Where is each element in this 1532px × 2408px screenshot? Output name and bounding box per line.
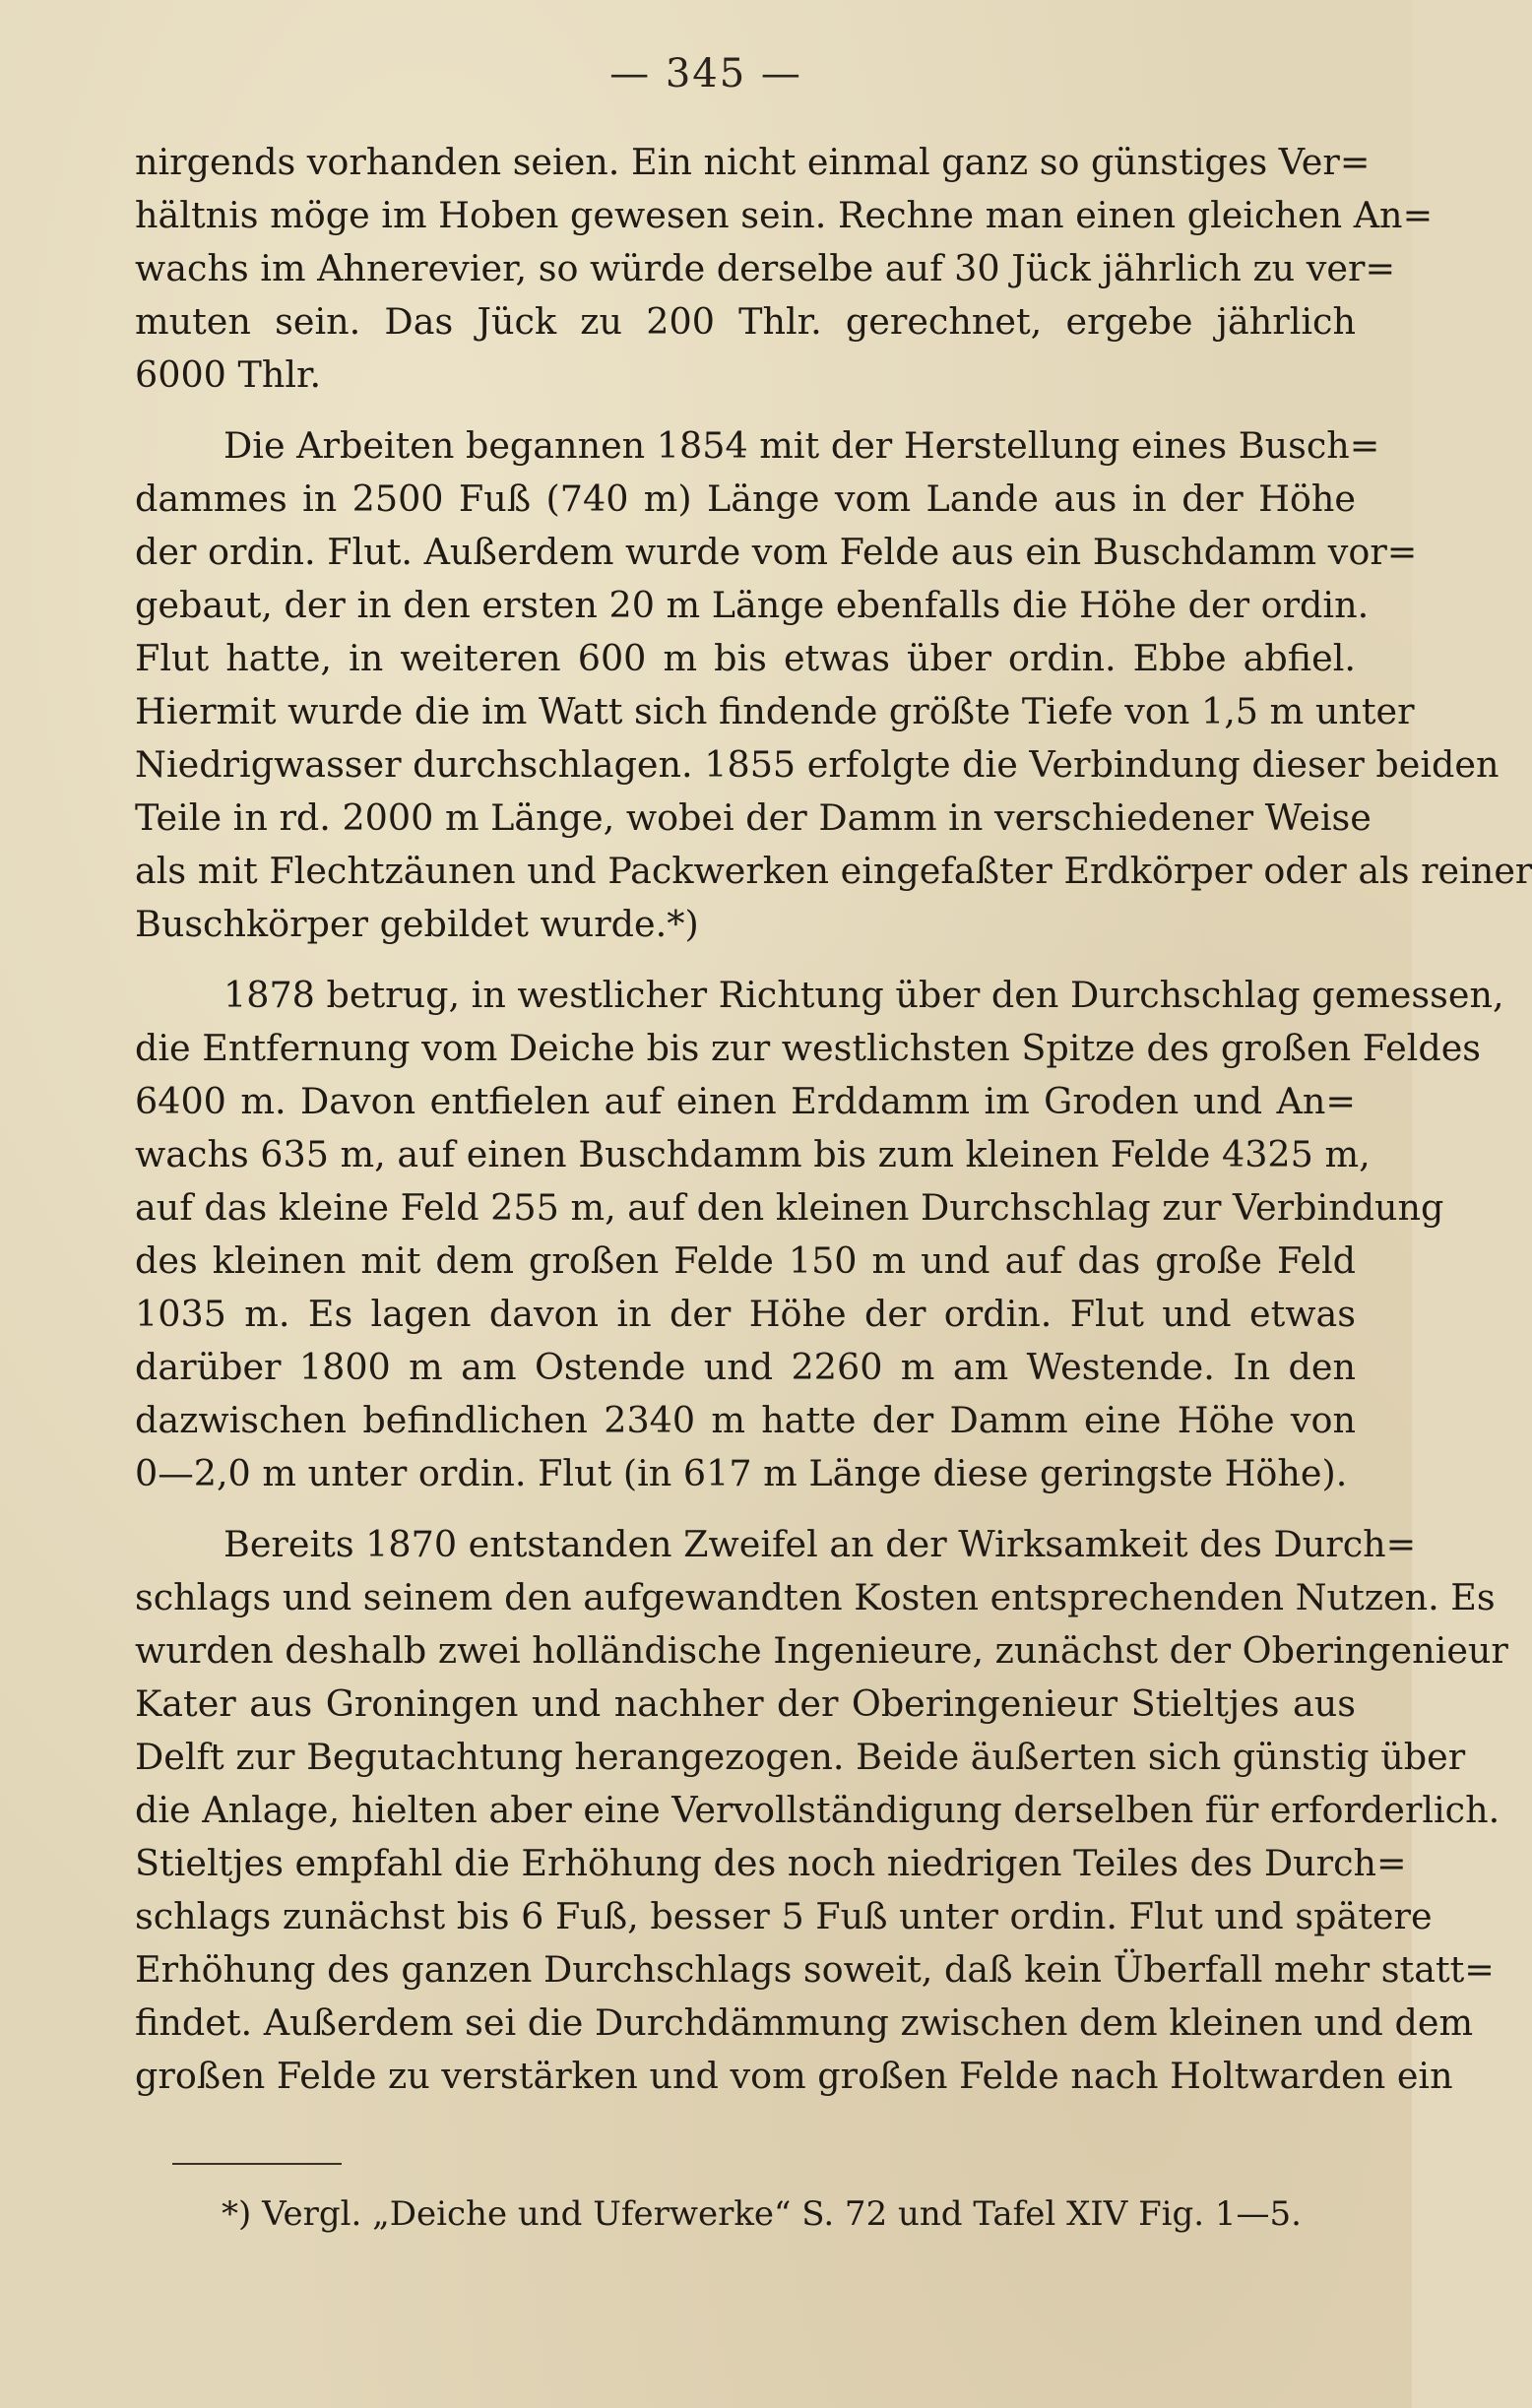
text-line: Die Arbeiten begannen 1854 mit der Herstellung eines Busch= xyxy=(223,424,1380,467)
text-line: der ordin. Flut. Außerdem wurde vom Felde aus ein Buschdamm vor= xyxy=(135,531,1418,573)
text-line: Erhöhung des ganzen Durchschlags soweit, daß kein Überfall mehr statt= xyxy=(135,1948,1495,1991)
text-line: als mit Flechtzäunen und Packwerken eingefaßter Erdkörper oder als reiner xyxy=(135,850,1532,892)
text-line: Delft zur Begutachtung herangezogen. Beide äußerten sich günstig über xyxy=(135,1736,1466,1778)
text-line: gebaut, der in den ersten 20 m Länge ebenfalls die Höhe der ordin. xyxy=(135,584,1370,626)
text-line: darüber 1800 m am Ostende und 2260 m am Westende. In den xyxy=(135,1346,1356,1388)
text-line: dammes in 2500 Fuß (740 m) Länge vom Lande aus in der Höhe xyxy=(135,477,1356,520)
text-line: die Anlage, hielten aber eine Vervollständigung derselben für erforderlich. xyxy=(135,1789,1500,1831)
text-line: muten sein. Das Jück zu 200 Thlr. gerechnet, ergebe jährlich xyxy=(135,300,1356,343)
text-line: 6400 m. Davon entfielen auf einen Erddamm im Groden und An= xyxy=(135,1080,1356,1122)
text-line: Niedrigwasser durchschlagen. 1855 erfolgte die Verbindung dieser beiden xyxy=(135,743,1500,786)
text-line: hältnis möge im Hoben gewesen sein. Rechne man einen gleichen An= xyxy=(135,194,1434,236)
footnote-separator xyxy=(172,2163,342,2165)
text-line: des kleinen mit dem großen Felde 150 m und auf das große Feld xyxy=(135,1239,1356,1282)
text-line: Hiermit wurde die im Watt sich findende größte Tiefe von 1,5 m unter xyxy=(135,690,1415,732)
text-line: 6000 Thlr. xyxy=(135,353,322,396)
text-line: 1035 m. Es lagen davon in der Höhe der ordin. Flut und etwas xyxy=(135,1293,1356,1335)
footnote: *) Vergl. „Deiche und Uferwerke“ S. 72 und Tafel XIV Fig. 1—5. xyxy=(222,2194,1302,2234)
body-text xyxy=(135,136,1532,2103)
text-line: dazwischen befindlichen 2340 m hatte der Damm eine Höhe von xyxy=(135,1399,1356,1441)
text-line: Stieltjes empfahl die Erhöhung des noch niedrigen Teiles des Durch= xyxy=(135,1842,1407,1884)
text-line: findet. Außerdem sei die Durchdämmung zwischen dem kleinen und dem xyxy=(135,2001,1474,2044)
text-line: schlags zunächst bis 6 Fuß, besser 5 Fuß unter ordin. Flut und spätere xyxy=(135,1895,1433,1937)
text-line: wachs im Ahnerevier, so würde derselbe auf 30 Jück jährlich zu ver= xyxy=(135,247,1396,289)
paragraph-gap xyxy=(135,1500,1356,1518)
text-line: Buschkörper gebildet wurde.*) xyxy=(135,903,699,945)
paragraph xyxy=(135,969,1504,1500)
text-line: schlags und seinem den aufgewandten Kosten entsprechenden Nutzen. Es xyxy=(135,1576,1496,1618)
text-line: Teile in rd. 2000 m Länge, wobei der Damm in verschiedener Weise xyxy=(135,796,1372,839)
text-line: nirgends vorhanden seien. Ein nicht einmal ganz so günstiges Ver= xyxy=(135,141,1371,183)
text-line: wachs 635 m, auf einen Buschdamm bis zum kleinen Felde 4325 m, xyxy=(135,1133,1371,1175)
text-line: Flut hatte, in weiteren 600 m bis etwas über ordin. Ebbe abfiel. xyxy=(135,637,1356,679)
text-line: Kater aus Groningen und nachher der Oberingenieur Stieltjes aus xyxy=(135,1682,1356,1725)
text-line: 1878 betrug, in westlicher Richtung über den Durchschlag gemessen, xyxy=(223,974,1504,1016)
text-line: wurden deshalb zwei holländische Ingenieure, zunächst der Oberingenieur xyxy=(135,1629,1508,1672)
paragraph-gap xyxy=(135,951,1356,969)
text-line: Bereits 1870 entstanden Zweifel an der Wirksamkeit des Durch= xyxy=(223,1523,1417,1565)
paragraph xyxy=(135,419,1532,951)
page-number-header: — 345 — xyxy=(609,51,802,96)
text-line: großen Felde zu verstärken und vom großen Felde nach Holtwarden ein xyxy=(135,2055,1453,2097)
text-line: auf das kleine Feld 255 m, auf den kleinen Durchschlag zur Verbindung xyxy=(135,1186,1444,1229)
text-line: 0—2,0 m unter ordin. Flut (in 617 m Länge diese geringste Höhe). xyxy=(135,1452,1348,1494)
paragraph xyxy=(135,136,1434,402)
paragraph-gap xyxy=(135,402,1356,419)
paragraph xyxy=(135,1518,1508,2103)
text-line: die Entfernung vom Deiche bis zur westlichsten Spitze des großen Feldes xyxy=(135,1027,1482,1069)
